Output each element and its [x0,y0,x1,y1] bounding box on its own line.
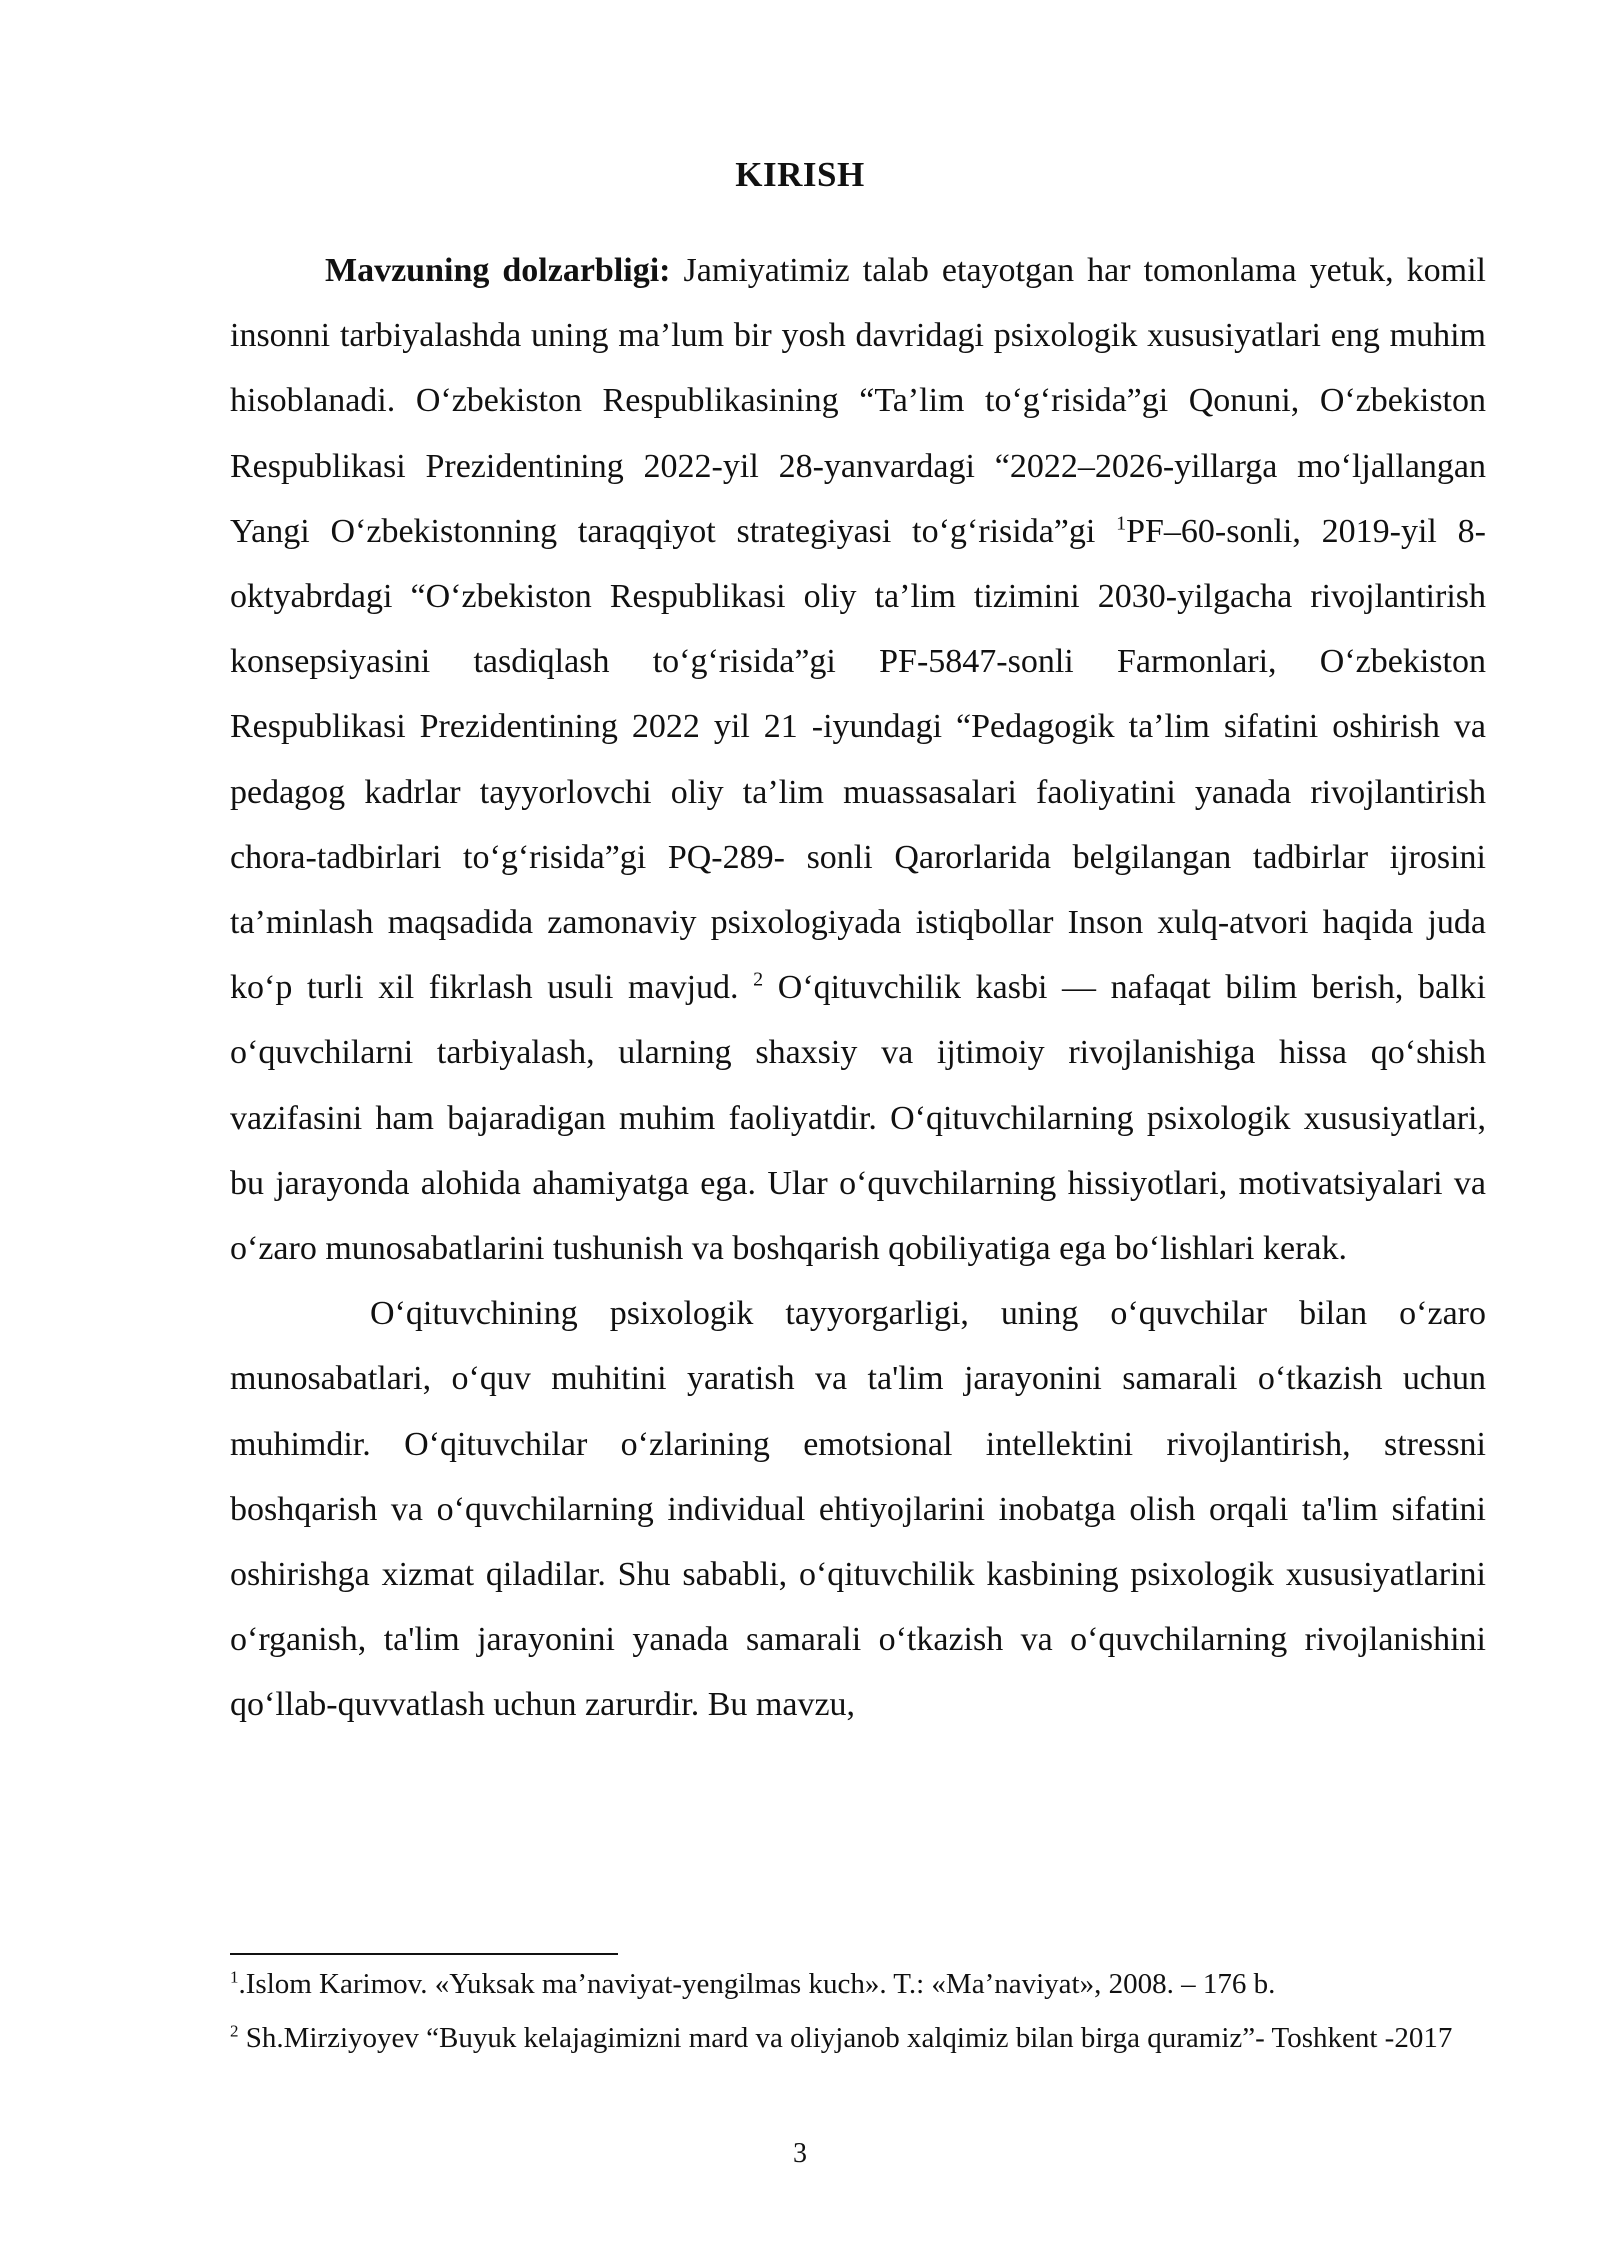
footnote-text-2: Sh.Mirziyoyev “Buyuk kelajagimizni mard va oliyjanob xalqimiz bilan birga quramiz”- Toshkent -2017 [238,2022,1453,2054]
footnote-marker-1: 1 [230,1967,239,1987]
footnote-text-1: .Islom Karimov. «Yuksak ma’naviyat-yengilmas kuch». T.: «Ma’naviyat», 2008. – 176 b. [238,1968,1276,2000]
footnote-1 [230,1966,1486,2002]
footnote-marker-2: 2 [230,2021,239,2041]
paragraph-text-part1: Jamiyatimiz talab etayotgan har tomonlama yetuk, komil insonni tarbiyalashda uning ma’lum bir yosh davridagi psixologik xususiyatlari eng muhim hisoblanadi. O‘zbekiston Respublikasining “Ta’lim to‘g‘risida”gi Qonuni, O‘zbekiston Respublikasi Prezidentining 2022-yil 28-yanvardagi “2022–2026-yillarga mo‘ljallangan Yangi O‘zbekistonning taraqqiyot strategiyasi to‘g‘risida”gi [230,252,1486,550]
footnote-ref-2[interactable]: 2 [753,968,764,991]
page-number: 3 [793,2138,807,2169]
body-text [230,238,1486,1738]
paragraph-text-part3: O‘qituvchilik kasbi — nafaqat bilim berish, balki o‘quvchilarni tarbiyalash, ularning shaxsiy va ijtimoiy rivojlanishiga hissa qo‘shish vazifasini ham bajaradigan muhim faoliyatdir. O‘qituvchilarning psixologik xususiyatlari, bu jarayonda alohida ahamiyatga ega. Ular o‘quvchilarning hissiyotlari, motivatsiyalari va o‘zaro munosabatlarini tushunish va boshqarish qobiliyatiga ega bo‘lishlari kerak. [230,969,1486,1268]
paragraph-relevance [230,238,1486,1281]
section-title: KIRISH [735,155,865,194]
footnote-2 [230,2020,1486,2056]
footnote-separator [230,1953,618,1955]
paragraph-text-part2: PF–60-sonli, 2019-yil 8-oktyabrdagi “O‘zbekiston Respublikasi oliy ta’lim tizimini 2030-yilgacha rivojlantirish konsepsiyasini tasdiqlash to‘g‘risida”gi PF-5847-sonli Farmonlari, O‘zbekiston Respublikasi Prezidentining 2022 yil 21 -iyundagi “Pedagogik ta’lim sifatini oshirish va pedagog kadrlar tayyorlovchi oliy ta’lim muassasalari faoliyatini yanada rivojlantirish chora-tadbirlari to‘g‘risida”gi PQ-289- sonli Qarorlarida belgilangan tadbirlar ijrosini ta’minlash maqsadida zamonaviy psixologiyada istiqbollar Inson xulq-atvori haqida juda ko‘p turli xil fikrlash usuli mavjud. [230,512,1486,1007]
footnotes [230,1962,1486,2056]
paragraph-lead: Mavzuning dolzarbligi: [325,252,671,289]
paragraph-teacher-preparation: O‘qituvchining psixologik tayyorgarligi, uning o‘quvchilar bilan o‘zaro munosabatlari, o‘quv muhitini yaratish va ta'lim jarayonini samarali o‘tkazish uchun muhimdir. O‘qituvchilar o‘zlarining emotsional intellektini rivojlantirish, stressni boshqarish va o‘quvchilarning individual ehtiyojlarini inobatga olish orqali ta'lim sifatini oshirishga xizmat qiladilar. Shu sababli, o‘qituvchilik kasbining psixologik xususiyatlarini o‘rganish, ta'lim jarayonini yanada samarali o‘tkazish va o‘quvchilarning rivojlanishini qo‘llab-quvvatlash uchun zarurdir. Bu mavzu, [230,1295,1486,1724]
footnote-ref-1[interactable]: 1 [1116,512,1127,535]
